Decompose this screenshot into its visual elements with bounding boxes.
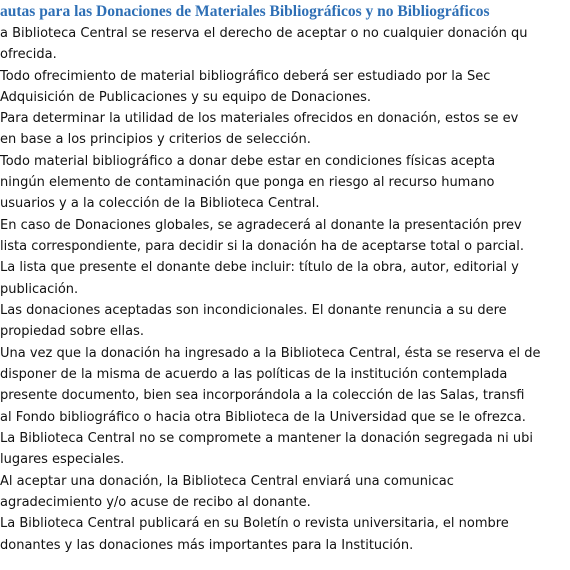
text-line: ningún elemento de contaminación que ponga en riesgo al recurso humano <box>0 175 495 190</box>
text-line: Una vez que la donación ha ingresado a la Biblioteca Central, ésta se reserva el de <box>0 346 541 361</box>
text-line: lugares especiales. <box>0 452 125 467</box>
text-line: Al aceptar una donación, la Biblioteca Central enviará una comunicac <box>0 474 454 489</box>
text-line: en base a los principios y criterios de selección. <box>0 132 311 147</box>
text-line: Todo material bibliográfico a donar debe estar en condiciones físicas acepta <box>0 154 496 169</box>
text-line: ofrecida. <box>0 47 57 62</box>
text-line: usuarios y a la colección de la Biblioteca Central. <box>0 196 320 211</box>
text-line: La Biblioteca Central no se compromete a mantener la donación segregada ni ubi <box>0 431 533 446</box>
text-line: agradecimiento y/o acuse de recibo al donante. <box>0 495 311 510</box>
text-line: propiedad sobre ellas. <box>0 324 144 339</box>
text-line: lista correspondiente, para decidir si la donación ha de aceptarse total o parcial. <box>0 239 524 254</box>
text-line: Las donaciones aceptadas son incondicionales. El donante renuncia a su dere <box>0 303 507 318</box>
text-line: La Biblioteca Central publicará en su Boletín o revista universitaria, el nombre <box>0 516 509 531</box>
text-line: donantes y las donaciones más importantes para la Institución. <box>0 538 414 553</box>
text-line: al Fondo bibliográfico o hacia otra Biblioteca de la Universidad que se le ofrezca. <box>0 410 526 425</box>
text-line: En caso de Donaciones globales, se agradecerá al donante la presentación prev <box>0 218 522 233</box>
text-line: presente documento, bien sea incorporándola a la colección de las Salas, transfi <box>0 388 525 403</box>
text-line: La lista que presente el donante debe incluir: título de la obra, autor, editorial y <box>0 260 519 275</box>
text-line: Para determinar la utilidad de los materiales ofrecidos en donación, estos se ev <box>0 111 519 126</box>
text-line: publicación. <box>0 282 79 297</box>
text-line: disponer de la misma de acuerdo a las políticas de la institución contemplada <box>0 367 508 382</box>
text-line: Adquisición de Publicaciones y su equipo de Donaciones. <box>0 90 371 105</box>
document-title: autas para las Donaciones de Materiales Bibliográficos y no Bibliográficos <box>0 3 490 20</box>
text-line: a Biblioteca Central se reserva el derecho de aceptar o no cualquier donación qu <box>0 26 528 41</box>
text-line: Todo ofrecimiento de material bibliográfico deberá ser estudiado por la Sec <box>0 69 491 84</box>
